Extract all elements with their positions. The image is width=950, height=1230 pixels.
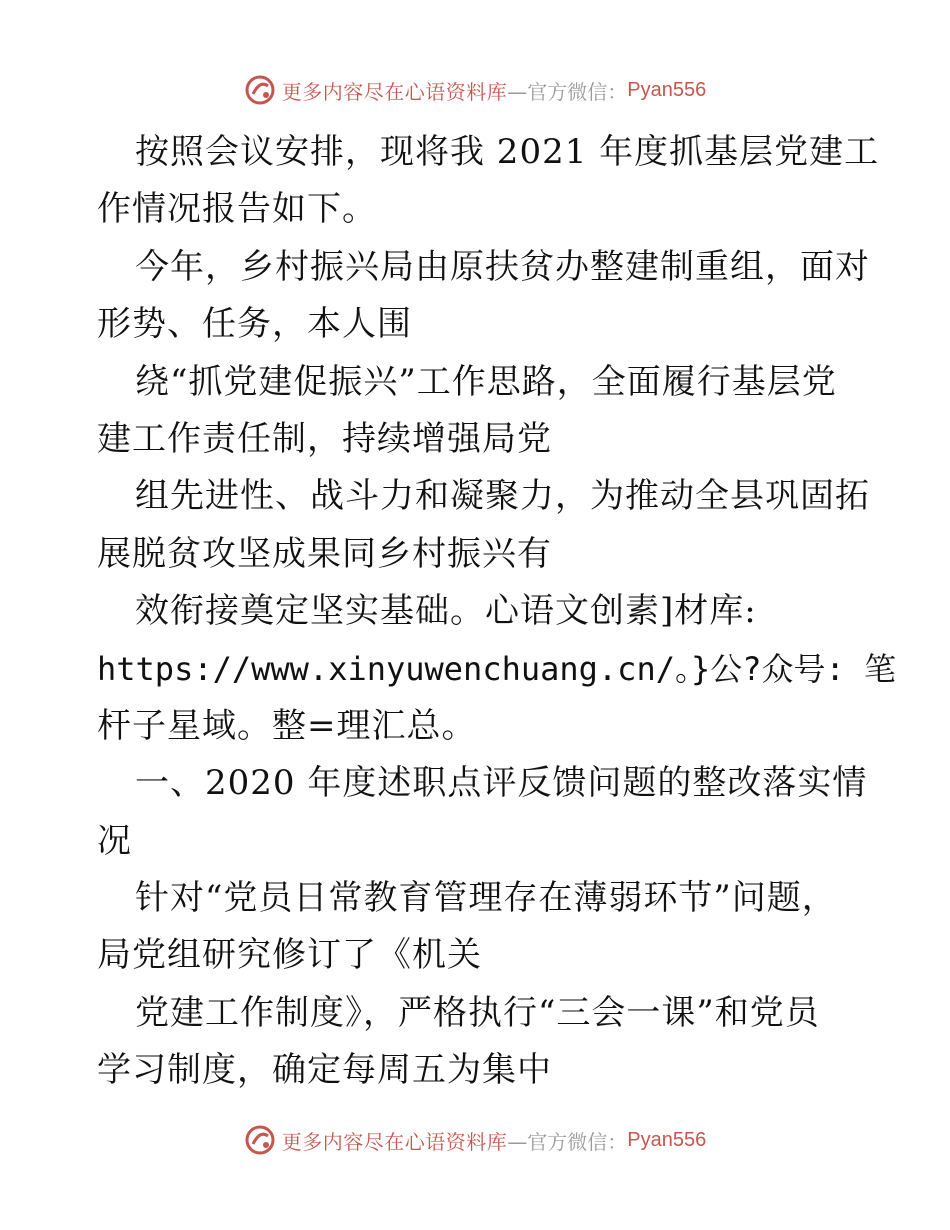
paragraph-line: 局党组研究修订了《机关 — [97, 935, 482, 976]
paragraph-line: 杆子星域。整=理汇总。 — [97, 705, 477, 746]
section-heading-continued: 况 — [97, 820, 132, 861]
header-banner — [0, 70, 950, 110]
paragraph-line: 今年，乡村振兴局由原扶贫办整建制重组，面对 — [135, 246, 870, 287]
paragraph-line: 针对“党员日常教育管理存在薄弱环节”问题， — [135, 878, 837, 919]
banner-wechat-id: Pyan556 — [627, 78, 707, 101]
paragraph-line: 作情况报告如下。 — [97, 189, 377, 230]
xinyu-logo-icon — [244, 74, 276, 106]
paragraph-line: 学习制度，确定每周五为集中 — [97, 1050, 552, 1091]
banner-text: 更多内容尽在心语资料库 — [281, 1129, 508, 1154]
section-heading: 一、2020 年度述职点评反馈问题的整改落实情 — [135, 763, 868, 804]
banner-separator: —官方微信： — [507, 1129, 628, 1154]
paragraph-line: 展脱贫攻坚成果同乡村振兴有 — [97, 533, 552, 574]
paragraph-line: 组先进性、战斗力和凝聚力，为推动全县巩固拓 — [135, 476, 870, 517]
footer-banner — [0, 1120, 950, 1160]
banner-text: 更多内容尽在心语资料库 — [281, 79, 508, 104]
paragraph-line: 建工作责任制，持续增强局党 — [97, 418, 552, 459]
paragraph-line: 党建工作制度》，严格执行“三会一课”和党员 — [135, 992, 820, 1033]
paragraph-line-url: https://www.xinyuwenchuang.cn/。}公?众号: 笔 — [97, 649, 897, 688]
paragraph-line: 按照会议安排，现将我 2021 年度抓基层党建工 — [135, 132, 880, 172]
document-body — [97, 124, 897, 1100]
banner-separator: —官方微信： — [507, 79, 628, 104]
banner-wechat-id: Pyan556 — [627, 1128, 707, 1151]
paragraph-line: 绕“抓党建促振兴”工作思路，全面履行基层党 — [135, 361, 837, 402]
xinyu-logo-icon — [244, 1124, 276, 1156]
paragraph-line: 形势、任务，本人围 — [97, 304, 412, 345]
paragraph-line: 效衔接奠定坚实基础。心语文创素]材库: — [135, 591, 757, 632]
